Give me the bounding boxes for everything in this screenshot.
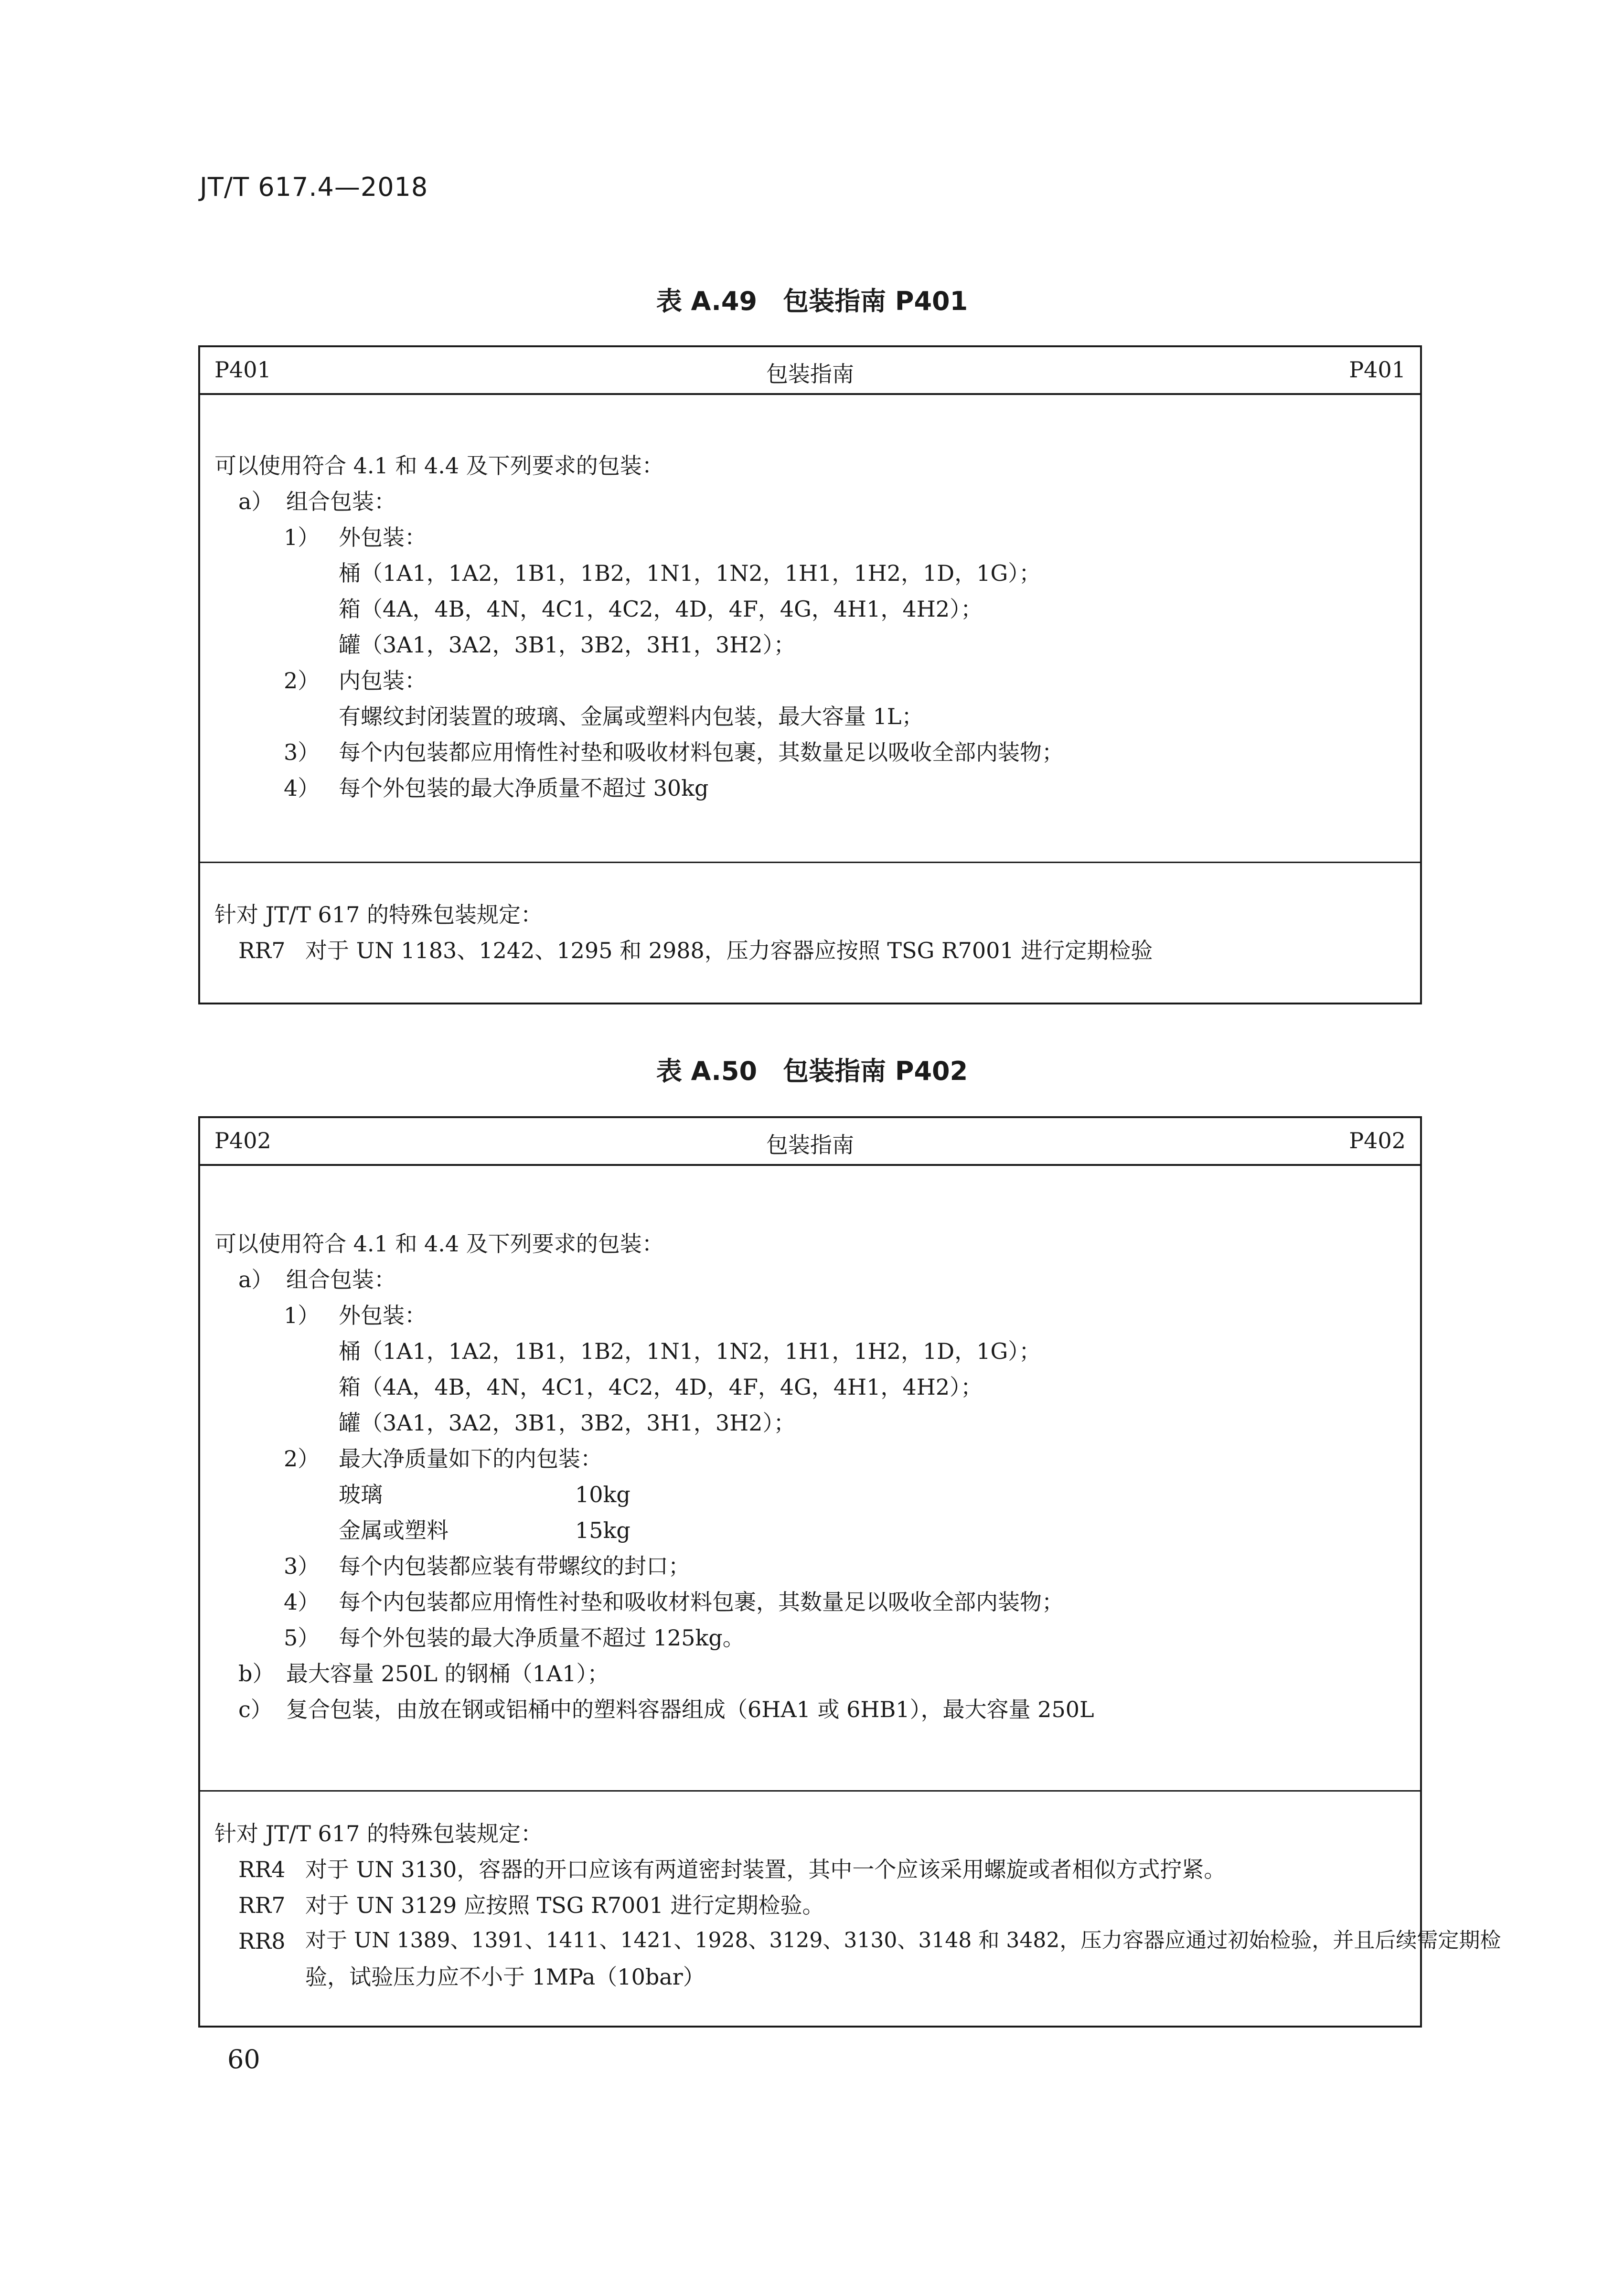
table2-item-a-label: 组合包装： [286, 1267, 396, 1292]
table1-special-title: 针对 JT/T 617 的特殊包装规定： [214, 902, 543, 928]
table1-item-1-label: 外包装： [339, 524, 427, 550]
table2-item-a-marker: a） [238, 1267, 274, 1292]
table1-header-left: P401 [214, 357, 271, 383]
table2-header-center: 包装指南 [766, 1132, 854, 1158]
table1-header-right: P401 [1349, 357, 1406, 383]
table2-outer-jerricans: 罐（3A1，3A2，3B1，3B2，3H1，3H2）； [339, 1410, 796, 1436]
table1-rr7-code: RR7 [238, 938, 286, 963]
table1-intro: 可以使用符合 4.1 和 4.4 及下列要求的包装： [214, 453, 664, 479]
table2-item-2-label: 最大净质量如下的内包装： [339, 1446, 602, 1472]
table2-rr4-code: RR4 [238, 1857, 286, 1882]
table2-item-c-text: 复合包装，由放在钢或铝桶中的塑料容器组成（6HA1 或 6HB1），最大容量 250L [286, 1697, 1094, 1722]
table1-item-1-marker: 1） [284, 524, 320, 550]
table1-item-3-text: 每个内包装都应用惰性衬垫和吸收材料包裹，其数量足以吸收全部内装物； [339, 739, 1064, 765]
table2-item-4-marker: 4） [284, 1589, 320, 1615]
table2-rr8-text-line2: 验，试验压力应不小于 1MPa（10bar） [305, 1964, 705, 1990]
table2-outer-drums: 桶（1A1，1A2，1B1，1B2，1N1，1N2，1H1，1H2，1D，1G）； [339, 1338, 1041, 1364]
standard-code: JT/T 617.4—2018 [200, 172, 428, 202]
table2-item-b-text: 最大容量 250L 的钢桶（1A1）； [286, 1661, 609, 1687]
page-number: 60 [227, 2044, 260, 2074]
table1-item-4-marker: 4） [284, 775, 320, 801]
table1-item-a-marker: a） [238, 489, 274, 514]
table2-intro: 可以使用符合 4.1 和 4.4 及下列要求的包装： [214, 1231, 664, 1257]
table1-inner-packaging: 有螺纹封闭装置的玻璃、金属或塑料内包装，最大容量 1L； [339, 704, 924, 729]
table1-outer-jerricans: 罐（3A1，3A2，3B1，3B2，3H1，3H2）； [339, 632, 796, 658]
table2-item-5-text: 每个外包装的最大净质量不超过 125kg。 [339, 1625, 745, 1651]
table2-header-left: P402 [214, 1128, 271, 1153]
table2-rr7-text: 对于 UN 3129 应按照 TSG R7001 进行定期检验。 [305, 1892, 824, 1918]
table2-rr8-text-line1: 对于 UN 1389、1391、1411、1421、1928、3129、3130、3148 和 3482，压力容器应通过初始检验，并且后续需定期检 [305, 1928, 1501, 1953]
table2-item-4-text: 每个内包装都应用惰性衬垫和吸收材料包裹，其数量足以吸收全部内装物； [339, 1589, 1064, 1615]
table2-special-provisions [200, 1792, 1501, 2028]
table1-rr7-text: 对于 UN 1183、1242、1295 和 2988，压力容器应按照 TSG R7001 进行定期检验 [305, 938, 1153, 963]
table1-outer-boxes: 箱（4A，4B，4N，4C1，4C2，4D，4F，4G，4H1，4H2）； [339, 596, 983, 622]
table2-metal-value: 15kg [575, 1517, 630, 1543]
table2-rr4-text: 对于 UN 3130，容器的开口应该有两道密封装置，其中一个应该采用螺旋或者相似方式拧紧。 [305, 1857, 1226, 1882]
table2-item-3-text: 每个内包装都应装有带螺纹的封口； [339, 1553, 690, 1579]
table2-requirements-section [200, 1166, 1420, 1792]
table2-metal-label: 金属或塑料 [339, 1517, 449, 1543]
table1-item-4-text: 每个外包装的最大净质量不超过 30kg [339, 775, 709, 801]
table2-item-b-marker: b） [238, 1661, 275, 1687]
table1-title: 表 A.49 包装指南 P401 [656, 286, 968, 316]
table2-glass-label: 玻璃 [339, 1482, 383, 1507]
table1 [198, 345, 1422, 1004]
table2-item-c-marker: c） [238, 1697, 273, 1722]
table1-item-2-marker: 2） [284, 668, 320, 694]
table2-item-2-marker: 2） [284, 1446, 320, 1472]
table2-outer-boxes: 箱（4A，4B，4N，4C1，4C2，4D，4F，4G，4H1，4H2）； [339, 1374, 983, 1400]
table2-special-title: 针对 JT/T 617 的特殊包装规定： [214, 1821, 543, 1847]
table2-item-1-label: 外包装： [339, 1302, 427, 1328]
table1-outer-drums: 桶（1A1，1A2，1B1，1B2，1N1，1N2，1H1，1H2，1D，1G）； [339, 560, 1041, 586]
table2-rr8-code: RR8 [238, 1928, 286, 1954]
table2-item-5-marker: 5） [284, 1625, 320, 1651]
table2-header-row [200, 1118, 1420, 1166]
table1-header-row [200, 347, 1420, 395]
table2-item-1-marker: 1） [284, 1302, 320, 1328]
table1-header-center: 包装指南 [766, 361, 854, 387]
table2-item-3-marker: 3） [284, 1553, 320, 1579]
table2-header-right: P402 [1349, 1128, 1406, 1153]
table1-requirements-section [200, 395, 1420, 863]
table2-glass-value: 10kg [575, 1482, 630, 1507]
table1-item-2-label: 内包装： [339, 668, 427, 694]
table2 [198, 1116, 1501, 2028]
table2-title: 表 A.50 包装指南 P402 [656, 1056, 968, 1086]
table1-item-a-label: 组合包装： [286, 489, 396, 514]
table1-special-provisions [200, 863, 1420, 1004]
table1-item-3-marker: 3） [284, 739, 320, 765]
table2-rr7-code: RR7 [238, 1892, 286, 1918]
